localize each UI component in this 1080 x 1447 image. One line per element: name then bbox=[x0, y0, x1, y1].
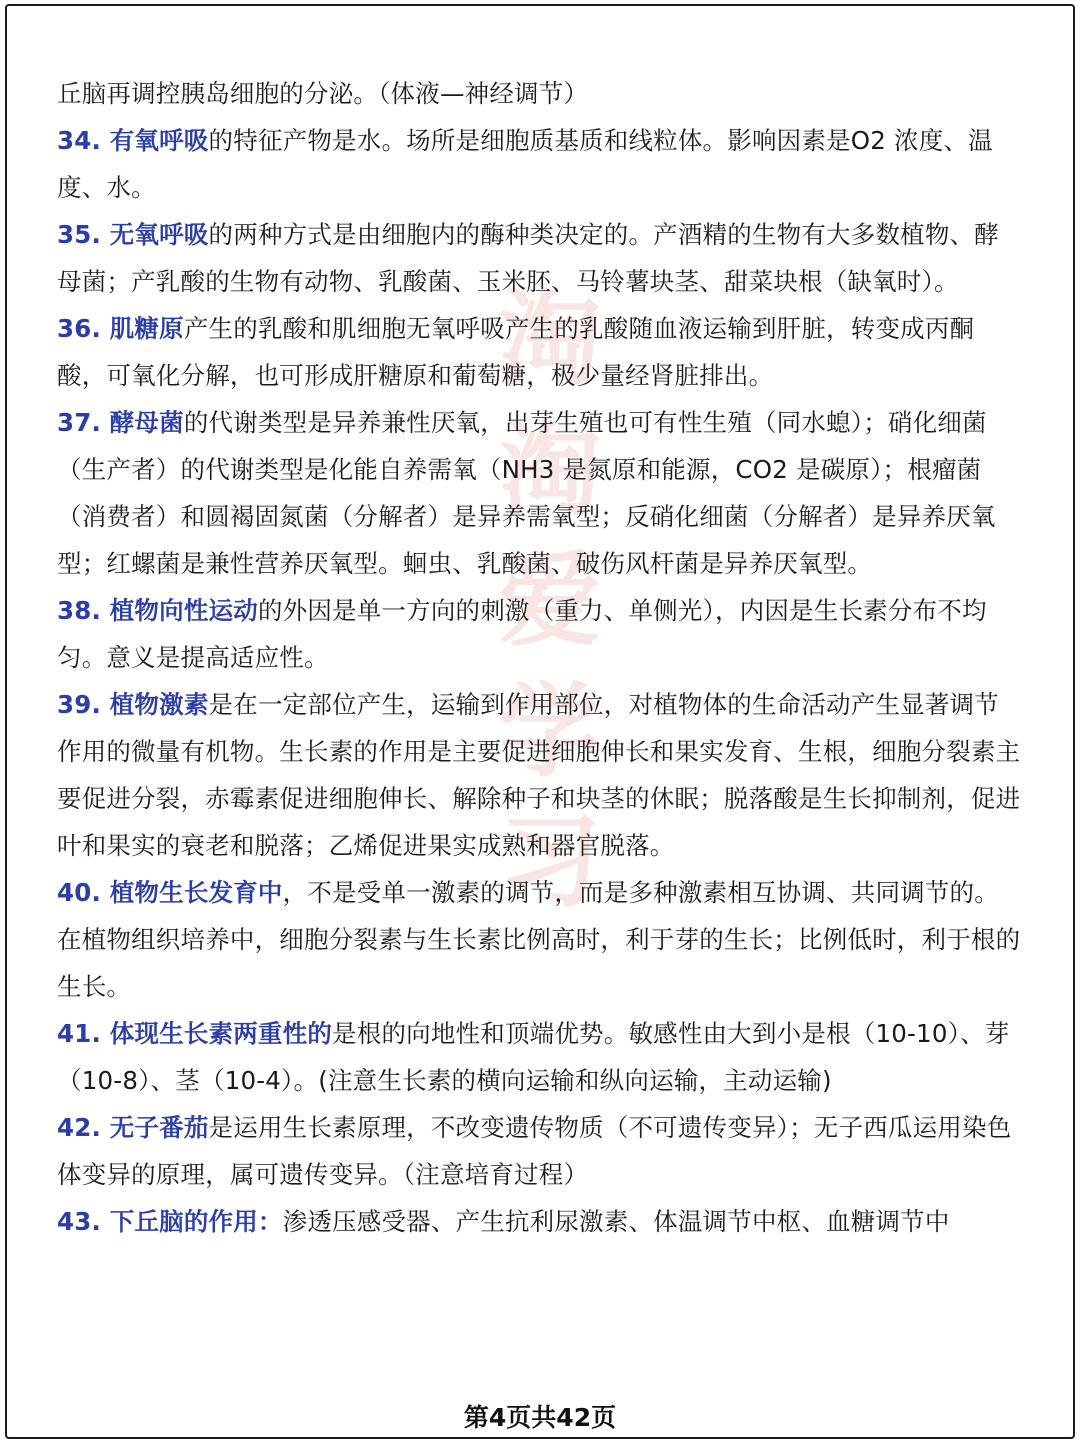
paragraph-35 bbox=[57, 211, 1023, 305]
item-keyword: 植物生长发育中 bbox=[109, 878, 283, 907]
paragraph-34 bbox=[57, 117, 1023, 211]
paragraph-text: 是运用生长素原理，不改变遗传物质（不可遗传变异）；无子西瓜运用染色体变异的原理，属可遗传变异。（注意培育过程） bbox=[57, 1113, 1012, 1189]
paragraph-text: 渗透压感受器、产生抗利尿激素、体温调节中枢、血糖调节中 bbox=[282, 1207, 950, 1236]
page-number: 第4页共42页 bbox=[463, 1403, 617, 1432]
watermark-char: 爱 bbox=[499, 542, 601, 662]
paragraph-text: 是根的向地性和顶端优势。敏感性由大到小是根（10-10）、芽（10-8）、茎（10-4）。(注意生长素的横向运输和纵向运输，主动运输) bbox=[57, 1019, 1010, 1095]
paragraph-41 bbox=[57, 1010, 1023, 1104]
item-number: 40. bbox=[57, 878, 110, 907]
item-number: 35. bbox=[57, 220, 110, 249]
paragraph-39 bbox=[57, 681, 1023, 869]
item-number: 41. bbox=[57, 1019, 110, 1048]
watermark-char: 淘 bbox=[499, 281, 601, 400]
item-keyword: 酵母菌 bbox=[109, 408, 184, 437]
watermark-char: 淘 bbox=[499, 411, 601, 531]
paragraph-text: 的代谢类型是异养兼性厌氧，出芽生殖也可有性生殖（同水螅）；硝化细菌（生产者）的代谢类型是化能自养需氧（NH3 是氮原和能源，CO2 是碳原）；根瘤菌（消费者）和圆褐固氮菌（分解者）是异养需氧型；反硝化细菌（分解者）是异养厌氧型；红螺菌是兼性营养厌氧型。蛔虫、乳酸菌、破伤风杆菌是异养厌氧型。 bbox=[57, 408, 996, 578]
paragraph-42 bbox=[57, 1104, 1023, 1198]
paragraph-text: 产生的乳酸和肌细胞无氧呼吸产生的乳酸随血液运输到肝脏，转变成丙酮酸，可氧化分解，也可形成肝糖原和葡萄糖，极少量经肾脏排出。 bbox=[57, 314, 975, 390]
paragraph-text: 是在一定部位产生，运输到作用部位，对植物体的生命活动产生显著调节作用的微量有机物。生长素的作用是主要促进细胞伸长和果实发育、生根，细胞分裂素主要促进分裂，赤霉素促进细胞伸长、解除种子和块茎的休眠；脱落酸是生长抑制剂，促进叶和果实的衰老和脱落；乙烯促进果实成熟和器官脱落。 bbox=[57, 690, 1021, 860]
paragraph-43 bbox=[57, 1198, 1023, 1245]
document-page bbox=[5, 4, 1075, 1439]
watermark-char: 习 bbox=[499, 803, 601, 923]
paragraph-37 bbox=[57, 399, 1023, 587]
item-keyword: 无子番茄 bbox=[109, 1113, 209, 1142]
item-keyword: 植物激素 bbox=[109, 690, 209, 719]
paragraph-continuation bbox=[57, 70, 1023, 117]
paragraph-text: 的外因是单一方向的刺激（重力、单侧光），内因是生长素分布不均匀。意义是提高适应性。 bbox=[57, 596, 987, 672]
item-number: 39. bbox=[57, 690, 110, 719]
item-keyword: 肌糖原 bbox=[109, 314, 184, 343]
paragraph-text: ，不是受单一激素的调节，而是多种激素相互协调、共同调节的。在植物组织培养中，细胞分裂素与生长素比例高时，利于芽的生长；比例低时，利于根的生长。 bbox=[57, 878, 1021, 1001]
item-number: 34. bbox=[57, 126, 110, 155]
item-number: 43. bbox=[57, 1207, 110, 1236]
paragraph-40 bbox=[57, 869, 1023, 1010]
paragraph-text: 丘脑再调控胰岛细胞的分泌。（体液—神经调节） bbox=[57, 79, 589, 108]
paragraph-text: 的两种方式是由细胞内的酶种类决定的。产酒精的生物有大多数植物、酵母菌；产乳酸的生物有动物、乳酸菌、玉米胚、马铃薯块茎、甜菜块根（缺氧时）。 bbox=[57, 220, 999, 296]
item-keyword: 下丘脑的作用： bbox=[109, 1207, 283, 1236]
paragraph-38 bbox=[57, 587, 1023, 681]
item-number: 37. bbox=[57, 408, 110, 437]
item-number: 36. bbox=[57, 314, 110, 343]
item-number: 38. bbox=[57, 596, 110, 625]
item-keyword: 植物向性运动 bbox=[109, 596, 258, 625]
item-keyword: 无氧呼吸 bbox=[109, 220, 209, 249]
watermark-char: 学 bbox=[499, 672, 601, 792]
item-keyword: 有氧呼吸 bbox=[109, 126, 209, 155]
item-number: 42. bbox=[57, 1113, 110, 1142]
paragraph-text: 的特征产物是水。场所是细胞质基质和线粒体。影响因素是O2 浓度、温度、水。 bbox=[57, 126, 993, 202]
paragraph-36 bbox=[57, 305, 1023, 399]
item-keyword: 体现生长素两重性的 bbox=[109, 1019, 333, 1048]
